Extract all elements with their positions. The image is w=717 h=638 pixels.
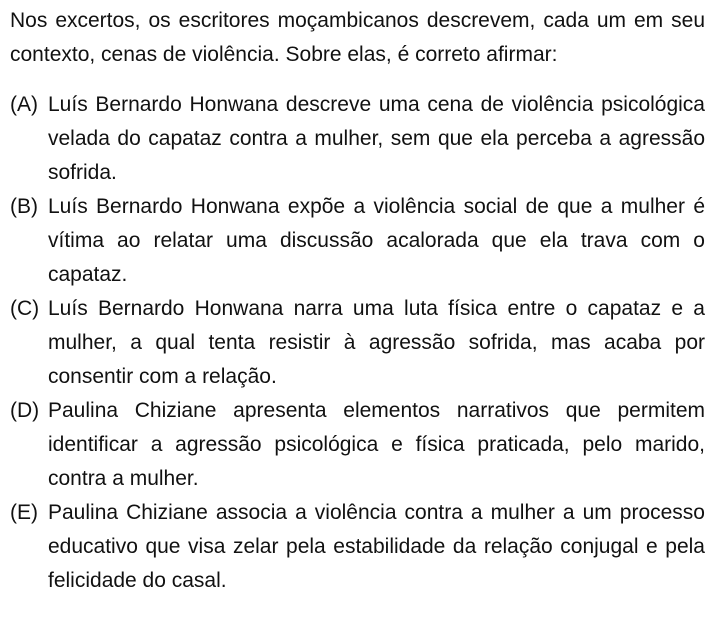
option-c-text: Luís Bernardo Honwana narra uma luta física entre o capataz e a mulher, a qual tenta resistir à agressão sofrida, mas acaba por consentir com a relação.: [48, 297, 705, 388]
option-d-text: Paulina Chiziane apresenta elementos narrativos que permitem identificar a agressão psicológica e física praticada, pelo marido, contra a mulher.: [48, 399, 705, 490]
option-d[interactable]: [10, 394, 705, 496]
option-d-letter: (D): [10, 399, 40, 422]
option-c[interactable]: [10, 292, 705, 394]
option-c-letter: (C): [10, 297, 40, 320]
option-e[interactable]: [10, 496, 705, 598]
question-stem: Nos excertos, os escritores moçambicanos descrevem, cada um em seu contexto, cenas de violência. Sobre elas, é correto afirmar:: [10, 9, 705, 66]
option-a-letter: (A): [10, 93, 38, 116]
option-e-text: Paulina Chiziane associa a violência contra a mulher a um processo educativo que visa zelar pela estabilidade da relação conjugal e pela felicidade do casal.: [48, 501, 705, 592]
option-b-letter: (B): [10, 195, 38, 218]
option-b[interactable]: [10, 190, 705, 292]
option-b-text: Luís Bernardo Honwana expõe a violência social de que a mulher é vítima ao relatar uma discussão acalorada que ela trava com o capataz.: [48, 195, 705, 286]
option-a[interactable]: [10, 88, 705, 190]
option-a-text: Luís Bernardo Honwana descreve uma cena de violência psicológica velada do capataz contra a mulher, sem que ela perceba a agressão sofrida.: [48, 93, 705, 184]
option-e-letter: (E): [10, 501, 38, 524]
answer-options: [10, 88, 705, 598]
